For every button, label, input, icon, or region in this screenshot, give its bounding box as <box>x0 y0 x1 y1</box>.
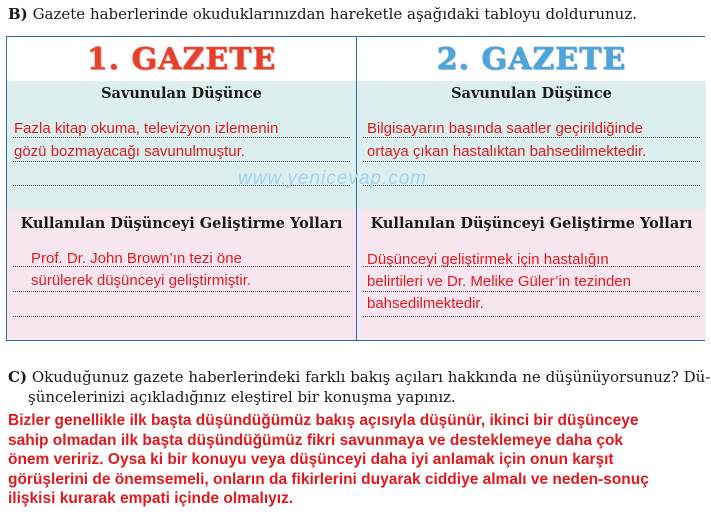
answer-line: Düşünceyi geliştirmek için hastalığın <box>367 251 609 268</box>
row-title-savunulan: Savunulan Düşünce <box>451 85 612 102</box>
section-b-label: B) <box>8 5 28 23</box>
row-title-gelistirme: Kullanılan Düşünceyi Geliştirme Yolları <box>370 215 693 232</box>
answer-paragraph-line: önem veririz. Oysa ki bir konuyu veya düşünceyi daha iyi anlamak için onun karşıt <box>8 451 614 468</box>
row-title-savunulan: Savunulan Düşünce <box>101 85 262 102</box>
gelistirme-yollari-cell-1 <box>7 209 356 340</box>
section-c-text: Okuduğunuz gazete haberlerindeki farklı bakış açıları hakkında ne düşünüyorsunuz? Dü- <box>31 368 711 386</box>
answer-line: Fazla kitap okuma, televizyon izlemenin <box>14 120 279 137</box>
savunulan-dusunce-cell-2 <box>357 81 706 210</box>
answer-line: bahsedilmektedir. <box>367 295 484 312</box>
dotted-line <box>363 316 700 317</box>
section-c-answer <box>8 411 708 509</box>
dotted-line <box>13 316 350 317</box>
answer-paragraph-line: ilişkisi kurarak empati içinde olmalıyız. <box>8 490 294 507</box>
answer-line: ortaya çıkan hastalıktan bahsedilmektedir. <box>367 143 647 160</box>
gelistirme-yollari-cell-2 <box>357 209 706 340</box>
section-b-text: Gazete haberlerinde okuduklarınızdan hareketle aşağıdaki tabloyu doldurunuz. <box>32 5 638 23</box>
section-c-question-line-2: şüncelerinizi açıkladığınız eleştirel bir konuşma yapınız. <box>28 388 456 406</box>
section-c-question-line-1 <box>8 367 710 387</box>
column-header-2: 2. GAZETE <box>357 37 706 82</box>
section-c-label: C) <box>8 368 28 386</box>
answer-paragraph-line: sahip olmadan ilk başta düşündüğümüz fikri savunmaya ve desteklemeye daha çok <box>8 431 624 449</box>
row-title-gelistirme: Kullanılan Düşünceyi Geliştirme Yolları <box>20 215 343 232</box>
savunulan-dusunce-cell-1 <box>7 81 356 210</box>
dotted-line <box>13 291 350 292</box>
answer-line: belirtileri ve Dr. Melike Güler’in tezinden <box>367 273 631 290</box>
answer-line: Bilgisayarın başında saatler geçirildiğinde <box>367 120 643 137</box>
section-b-question <box>8 4 637 24</box>
answer-paragraph-line: Bizler genellikle ilk başta düşündüğümüz bakış açısıyla düşünür, ikinci bir düşünceye <box>8 412 639 429</box>
column-header-1: 1. GAZETE <box>7 37 356 82</box>
answer-line: Prof. Dr. John Brown’ın tezi öne <box>31 250 242 267</box>
answer-line: gözü bozmayacağı savunulmuştur. <box>14 143 245 160</box>
answer-paragraph-line: görüşlerini de önemsemeli, onların da fikirlerini duyarak ciddiye almalı ve neden-sonuç <box>8 470 649 488</box>
answer-line: sürülerek düşünceyi geliştirmiştir. <box>31 272 252 289</box>
watermark: www.yenicevap.com <box>238 168 428 189</box>
